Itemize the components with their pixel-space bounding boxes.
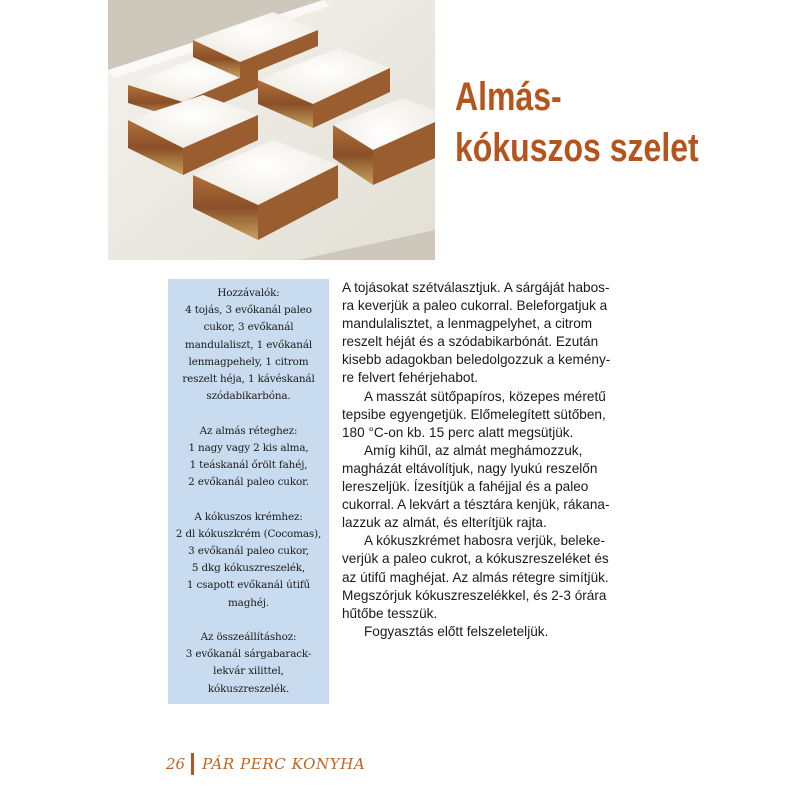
ingredient-line: mandulaliszt, 1 evőkanál [184,338,313,351]
method-line: Amíg kihűl, az almát meghámozzuk, [364,442,583,458]
method-line: cukorral. A lekvárt a tésztára kenjük, rákana- [342,497,610,513]
method-line: re felvert fehérjehabot. [342,370,479,386]
method-paragraph [342,442,642,532]
method-line: magházát eltávolítjuk, nagy lyukú reszelőn [342,460,598,476]
method-line: Fogyasztás előtt felszeleteljük. [364,623,549,639]
method-line: az útifű maghéjat. Az almás rétegre simítjük. [342,569,609,585]
method-line: reszelt héját és a szódabikarbónát. Ezután [342,334,599,350]
ingredients-basic [168,285,329,405]
method-paragraph [342,532,642,622]
method-line: lereszeljük. Ízesítjük a fahéjjal és a paleo [342,479,589,495]
recipe-photo [108,0,435,260]
ingredient-line: 3 evőkanál paleo cukor, [188,545,309,558]
ingredients-coconut-cream [168,509,329,612]
method-line: hűtőbe tesszük. [342,605,438,621]
ingredients-heading: Az összeállításhoz: [200,631,297,644]
ingredients-box [168,279,329,704]
method-line: A kókuszkrémet habosra verjük, beleke- [364,533,606,549]
ingredient-line: 2 dl kókuszkrém (Cocomas), [175,527,322,540]
page-number: 26 [166,755,186,773]
ingredients-heading: Az almás réteghez: [199,424,298,437]
ingredient-line: 3 evőkanál sárgabarack- [185,648,312,661]
ingredient-line: szódabikarbóna. [206,390,291,403]
method-paragraph [342,623,642,641]
recipe-title-line: kókuszos szelet [455,126,699,170]
method-paragraph [342,388,642,442]
ingredient-line: 1 teáskanál őrölt fahéj, [189,459,308,472]
ingredients-assembly [168,629,329,698]
method-line: A masszát sütőpapíros, közepes méretű [364,388,606,404]
ingredient-line: 5 dkg kókuszreszelék, [191,562,306,575]
ingredients-heading: Hozzávalók: [217,287,280,299]
ingredient-line: reszelt héja, 1 kávéskanál [182,373,315,386]
method-line: 180 °C-on kb. 15 perc alatt megsütjük. [342,424,574,440]
ingredients-heading: A kókuszos krémhez: [194,510,303,523]
ingredient-line: 2 evőkanál paleo cukor. [188,476,309,489]
footer-divider [191,753,194,775]
method-line: lazzuk az almát, és elterítjük rajta. [342,515,547,531]
method-line: ra keverjük a paleo cukorral. Beleforgatjuk a [342,298,608,314]
ingredient-line: maghéj. [227,596,269,609]
method-paragraph [342,279,642,388]
method-line: tepsibe egyengetjük. Előmelegített sütőben, [342,406,606,422]
method-text [342,279,642,641]
page-footer [166,752,365,776]
ingredient-line: 1 nagy vagy 2 kis alma, [188,441,309,454]
method-line: mandulalisztet, a lenmagpelyhet, a citrom [342,316,593,332]
ingredient-line: cukor, 3 evőkanál [203,321,294,334]
ingredient-line: lenmagpehely, 1 citrom [188,355,309,368]
recipe-title-line: Almás- [455,75,562,119]
method-line: kisebb adagokban beledolgozzuk a kemény- [342,352,611,368]
ingredients-apple-layer [168,423,329,492]
book-title: PÁR PERC KONYHA [202,755,366,773]
method-line: Megszórjuk kókuszreszelékkel, és 2-3 órára [342,587,607,603]
ingredient-line: 4 tojás, 3 evőkanál paleo [185,304,312,317]
method-line: A tojásokat szétválasztjuk. A sárgáját habos- [342,280,610,295]
ingredient-line: lekvár xilittel, [213,665,284,678]
recipe-title [455,72,719,174]
ingredient-line: kókuszreszelék. [207,682,290,695]
ingredient-line: 1 csapott evőkanál útifű [186,579,311,592]
coconut-slices-illustration [108,0,435,260]
method-line: verjük a paleo cukrot, a kókuszreszeléket és [342,551,609,567]
